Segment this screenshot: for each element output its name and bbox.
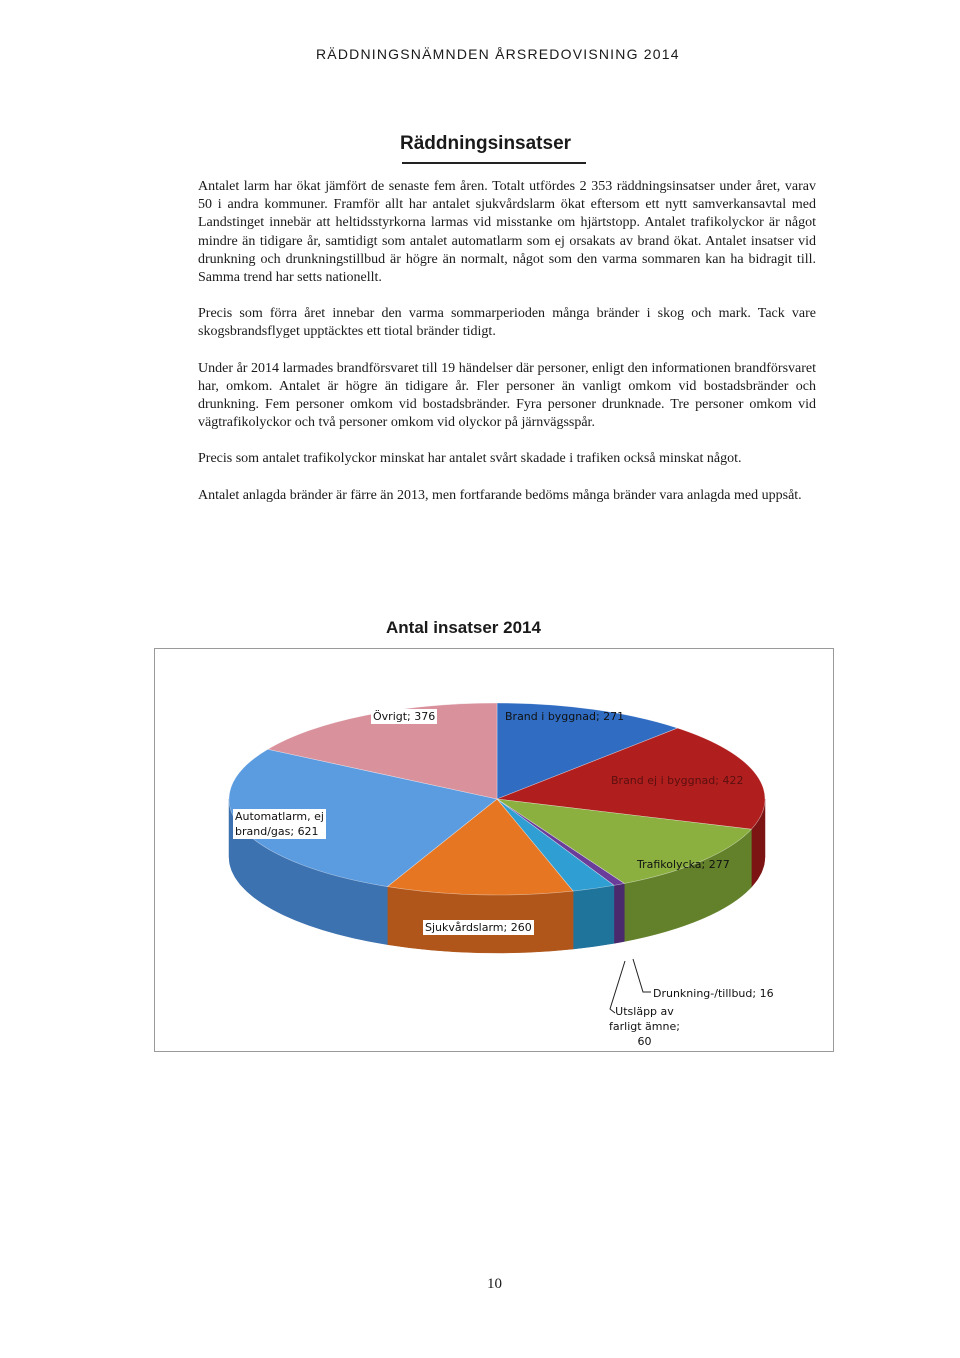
page-number: 10	[487, 1276, 502, 1292]
paragraph: Antalet anlagda bränder är färre än 2013, men fortfarande bedöms många bränder vara anlagda med uppsåt.	[198, 487, 802, 503]
section-title: Räddningsinsatser	[400, 133, 572, 154]
slice-label-line: Automatlarm, ej	[235, 810, 324, 823]
body-text	[198, 178, 816, 523]
slice-label-brand-ej-i-byggnad: Brand ej i byggnad; 422	[611, 774, 744, 787]
slice-label-utslapp	[609, 1004, 680, 1049]
paragraph: Precis som förra året innebar den varma sommarperioden många bränder i skog och mark. Tack vare skogsbrandsflyget upptäcktes ett tiotal bränder tidigt.	[198, 306, 816, 340]
paragraph: Under år 2014 larmades brandförsvaret till 19 händelser där personer, enligt den informationen brandförsvaret har, omkom. Antalet är högre än tidigare år. Fler personer än vanligt omkom vid bostadsbränder och drunkning. Fem personer omkom vid bostadsbränder. Fyra personer drunknade. Tre personer omkom vid vägtrafikolyckor och två personer omkom vid olyckor på järnvägsspår.	[198, 360, 816, 431]
paragraph: Antalet larm har ökat jämfört de senaste fem åren. Totalt utfördes 2 353 räddningsinsatser under året, varav 50 i andra kommuner. Framför allt har antalet sjukvårdslarm ökat eftersom ett nytt samverkansavtal med Landstinget innebär att heltidsstyrkorna larmas vid misstanke om hjärtstopp. Antalet trafikolyckor är något mindre än tidigare år, samtidigt som antalet automatlarm som ej orsakats av brand ökat. Antalet insatser vid drunkning och drunkningstillbud är högre än normalt, något som den varma sommaren kan ha bidragit till. Samma trend har setts nationellt.	[198, 179, 816, 286]
slice-label-line: Utsläpp av	[615, 1005, 674, 1018]
chart-title: Antal insatser 2014	[386, 618, 541, 637]
pie-chart	[154, 648, 834, 1052]
title-underline	[402, 162, 586, 164]
pie-side-drunkning-tillbud	[614, 883, 624, 943]
paragraph: Precis som antalet trafikolyckor minskat har antalet svårt skadade i trafiken också minskat något.	[198, 451, 742, 467]
slice-label-line: 60	[637, 1035, 652, 1048]
slice-label-line: brand/gas; 621	[235, 825, 319, 838]
slice-label-brand-i-byggnad: Brand i byggnad; 271	[505, 710, 625, 723]
slice-label-trafikolycka: Trafikolycka; 277	[637, 858, 730, 871]
slice-label-sjukvardslarm: Sjukvårdslarm; 260	[425, 921, 532, 934]
slice-label-drunkning: Drunkning-/tillbud; 16	[653, 987, 774, 1000]
leader-line	[633, 959, 651, 992]
slice-label-line: farligt ämne;	[609, 1020, 680, 1033]
report-header: RÄDDNINGSNÄMNDEN ÅRSREDOVISNING 2014	[316, 46, 680, 62]
slice-label-automatlarm	[233, 809, 326, 839]
pie-side-utslapp-av-farligt-amne	[573, 885, 614, 949]
slice-label-ovrigt: Övrigt; 376	[373, 710, 436, 723]
